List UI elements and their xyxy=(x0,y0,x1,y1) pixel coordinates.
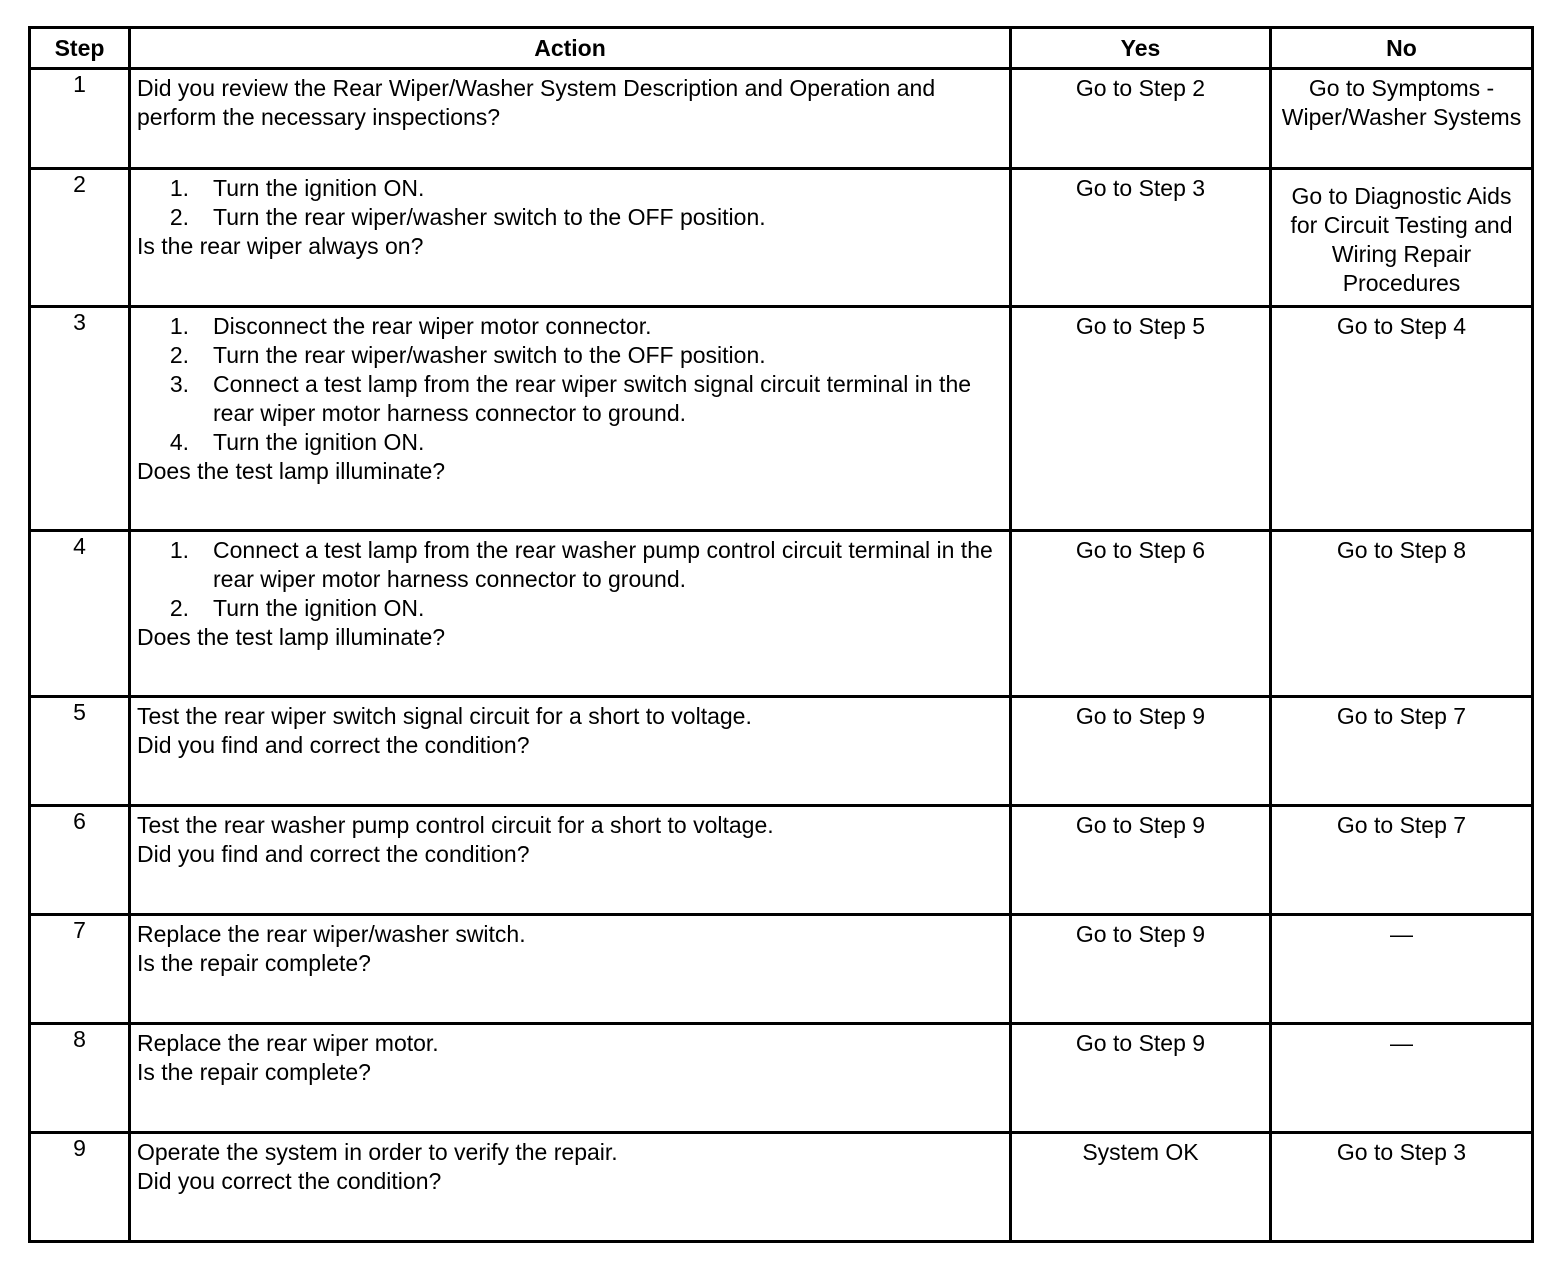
no-cell xyxy=(1271,169,1533,307)
yes-result: Go to Step 3 xyxy=(1075,175,1206,201)
header-yes: Yes xyxy=(1011,28,1271,69)
table-row xyxy=(30,69,1533,169)
yes-result: Go to Step 2 xyxy=(1075,75,1206,101)
yes-cell xyxy=(1011,697,1271,806)
action-steps xyxy=(137,174,1001,232)
yes-cell xyxy=(1011,169,1271,307)
step-number: 7 xyxy=(30,915,130,1024)
action-cell xyxy=(130,1024,1011,1133)
table-row xyxy=(30,169,1533,307)
action-steps xyxy=(137,536,1001,623)
table-row xyxy=(30,806,1533,915)
step-number: 3 xyxy=(30,307,130,531)
no-cell xyxy=(1271,915,1533,1024)
yes-cell xyxy=(1011,307,1271,531)
yes-cell xyxy=(1011,1133,1271,1242)
no-cell xyxy=(1271,697,1533,806)
step-number: 4 xyxy=(30,531,130,697)
action-cell xyxy=(130,69,1011,169)
no-cell xyxy=(1271,1133,1533,1242)
step-number: 2 xyxy=(30,169,130,307)
no-result: — xyxy=(1390,1030,1413,1056)
yes-result: System OK xyxy=(1082,1139,1199,1165)
table-row xyxy=(30,307,1533,531)
yes-result: Go to Step 9 xyxy=(1075,1030,1206,1056)
action-question: Did you find and correct the condition? xyxy=(137,732,530,758)
list-item: 1. Disconnect the rear wiper motor connector. xyxy=(169,313,652,339)
no-result: Go to Step 4 xyxy=(1336,313,1467,339)
step-number: 8 xyxy=(30,1024,130,1133)
action-question: Does the test lamp illuminate? xyxy=(137,458,446,484)
no-result: Go to Step 7 xyxy=(1336,703,1467,729)
yes-result: Go to Step 5 xyxy=(1075,313,1206,339)
no-result: Go to Symptoms - Wiper/Washer Systems xyxy=(1281,75,1522,130)
action-question: Does the test lamp illuminate? xyxy=(137,624,446,650)
header-row xyxy=(30,28,1533,69)
yes-cell xyxy=(1011,1024,1271,1133)
action-cell xyxy=(130,697,1011,806)
diagnostic-table xyxy=(28,26,1534,1243)
action-cell xyxy=(130,169,1011,307)
yes-cell xyxy=(1011,531,1271,697)
action-cell xyxy=(130,915,1011,1024)
action-text: Test the rear washer pump control circuit for a short to voltage. xyxy=(137,812,774,838)
step-number: 9 xyxy=(30,1133,130,1242)
no-result: — xyxy=(1390,921,1413,947)
header-action: Action xyxy=(130,28,1011,69)
yes-result: Go to Step 9 xyxy=(1075,812,1206,838)
action-text: Replace the rear wiper/washer switch. xyxy=(137,921,526,947)
action-cell xyxy=(130,806,1011,915)
no-result: Go to Step 7 xyxy=(1336,812,1467,838)
header-step: Step xyxy=(30,28,130,69)
no-cell xyxy=(1271,806,1533,915)
list-item: 3. Connect a test lamp from the rear wiper switch signal circuit terminal in the rear wiper motor harness connector to ground. xyxy=(169,371,972,426)
no-cell xyxy=(1271,1024,1533,1133)
no-result: Go to Step 8 xyxy=(1336,537,1467,563)
list-item: 2. Turn the rear wiper/washer switch to the OFF position. xyxy=(169,204,766,230)
list-item: 2. Turn the ignition ON. xyxy=(169,595,425,621)
no-cell xyxy=(1271,69,1533,169)
action-text: Test the rear wiper switch signal circuit for a short to voltage. xyxy=(137,703,752,729)
table-row xyxy=(30,915,1533,1024)
header-no: No xyxy=(1271,28,1533,69)
step-number: 5 xyxy=(30,697,130,806)
no-result: Go to Step 3 xyxy=(1336,1139,1467,1165)
action-cell xyxy=(130,307,1011,531)
yes-cell xyxy=(1011,806,1271,915)
yes-result: Go to Step 9 xyxy=(1075,921,1206,947)
action-question: Is the repair complete? xyxy=(137,1059,371,1085)
yes-cell xyxy=(1011,69,1271,169)
table-row xyxy=(30,1024,1533,1133)
action-text: Replace the rear wiper motor. xyxy=(137,1030,439,1056)
action-cell xyxy=(130,1133,1011,1242)
list-item: 2. Turn the rear wiper/washer switch to the OFF position. xyxy=(169,342,766,368)
no-cell xyxy=(1271,307,1533,531)
no-cell xyxy=(1271,531,1533,697)
list-item: 1. Turn the ignition ON. xyxy=(169,175,425,201)
action-cell xyxy=(130,531,1011,697)
no-result: Go to Diagnostic Aids for Circuit Testing and Wiring Repair Procedures xyxy=(1290,183,1513,296)
yes-result: Go to Step 6 xyxy=(1075,537,1206,563)
step-number: 1 xyxy=(30,69,130,169)
list-item: 4. Turn the ignition ON. xyxy=(169,429,425,455)
action-steps xyxy=(137,312,1001,457)
action-question: Is the rear wiper always on? xyxy=(137,233,424,259)
table-row xyxy=(30,697,1533,806)
action-question: Did you find and correct the condition? xyxy=(137,841,530,867)
action-text: Did you review the Rear Wiper/Washer System Description and Operation and perform the necessary inspections? xyxy=(137,75,936,130)
table-row xyxy=(30,531,1533,697)
yes-cell xyxy=(1011,915,1271,1024)
action-text: Operate the system in order to verify the repair. xyxy=(137,1139,618,1165)
yes-result: Go to Step 9 xyxy=(1075,703,1206,729)
action-question: Is the repair complete? xyxy=(137,950,371,976)
list-item: 1. Connect a test lamp from the rear washer pump control circuit terminal in the rear wiper motor harness connector to ground. xyxy=(169,537,993,592)
table-row xyxy=(30,1133,1533,1242)
action-question: Did you correct the condition? xyxy=(137,1168,442,1194)
step-number: 6 xyxy=(30,806,130,915)
